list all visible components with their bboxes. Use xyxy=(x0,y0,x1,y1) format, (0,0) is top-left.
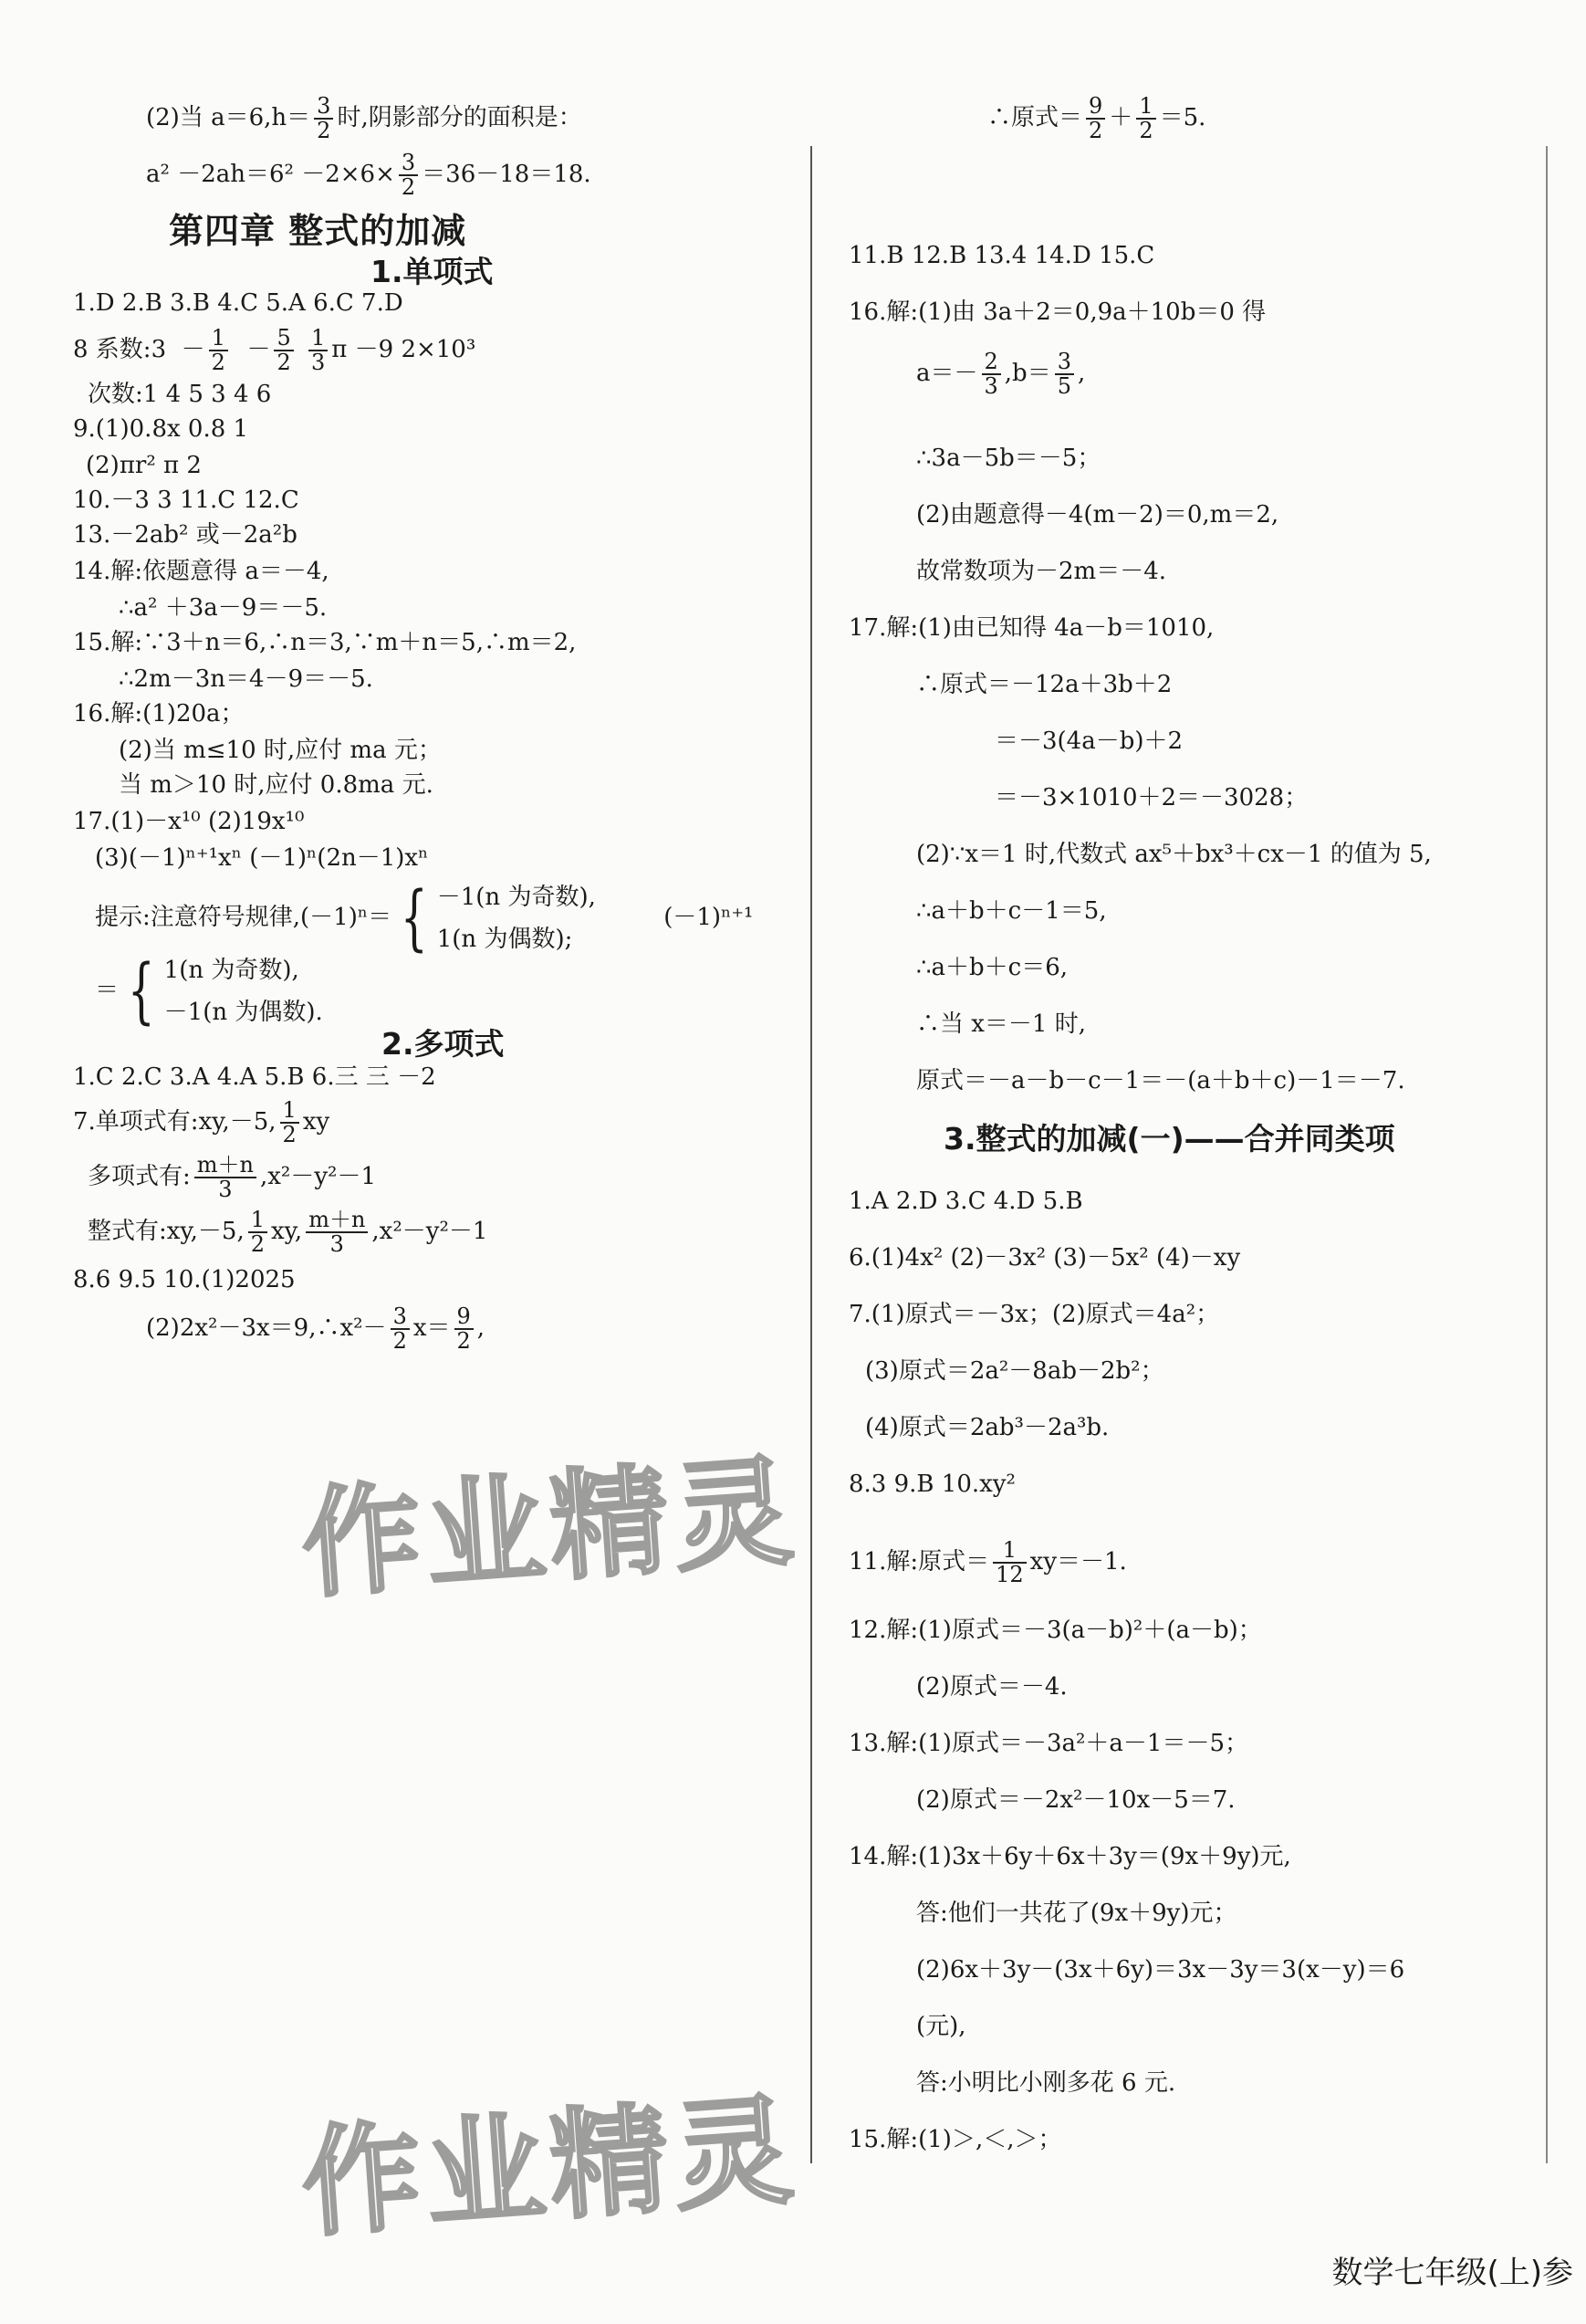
answer-line: 答:小明比小刚多花 6 元. xyxy=(916,2069,1176,2097)
answer-line: ∴a＋b＋c＝6, xyxy=(916,954,1069,981)
line: (2)当 a＝6,h＝ $\frac{3}{2}$ 时,阴影部分的面积是： xyxy=(146,93,582,144)
line: a² －2ah＝6² －2×6× $\frac{3}{2}$ ＝36－18＝18. xyxy=(146,150,591,201)
answer-line: 6.(1)4x² (2)－3x² (3)－5x² (4)－xy xyxy=(849,1244,1241,1272)
answer-line: 1.C 2.C 3.A 4.A 5.B 6.三 三 －2 xyxy=(73,1063,436,1091)
answer-line: ＝－3×1010＋2＝－3028； xyxy=(995,784,1309,811)
answer-line: 14.解:(1)3x＋6y＋6x＋3y＝(9x＋9y)元, xyxy=(849,1843,1291,1870)
answer-line: 17.(1)－x¹⁰ (2)19x¹⁰ xyxy=(73,808,305,835)
section-title: 3.整式的加减(一)——合并同类项 xyxy=(944,1121,1395,1157)
answer-line: (2)2x²－3x＝9,∴x²－ $\frac{3}{2}$ x＝ $\frac{9}{2}$ , xyxy=(146,1303,485,1355)
answer-line: ∴3a－5b＝－5； xyxy=(916,445,1101,472)
answer-line: 提示:注意符号规律,(－1)ⁿ＝ { －1(n 为奇数), 1(n 为偶数); (－1)ⁿ⁺¹ xyxy=(95,877,754,959)
answer-line: 答:他们一共花了(9x＋9y)元； xyxy=(916,1900,1237,1927)
answer-line: ∴当 x＝－1 时, xyxy=(916,1010,1086,1038)
answer-line: (2)原式＝－2x²－10x－5＝7. xyxy=(916,1786,1236,1814)
answer-line: 次数:1 4 5 3 4 6 xyxy=(88,381,272,408)
answer-line: 11.解:原式＝ $\frac{1}{12}$ xy＝－1. xyxy=(849,1537,1127,1588)
answer-line: 12.解:(1)原式＝－3(a－b)²＋(a－b)； xyxy=(849,1617,1262,1644)
answer-line: ∴2m－3n＝4－9＝－5. xyxy=(119,665,373,693)
answer-line: 1.D 2.B 3.B 4.C 5.A 6.C 7.D xyxy=(73,289,403,317)
answer-line: 整式有:xy,－5, $\frac{1}{2}$ xy, $\frac{m+n}{3}$ ,x²－y²－1 xyxy=(88,1207,488,1258)
answer-line: (2)πr² π 2 xyxy=(86,452,202,479)
answer-line: 7.(1)原式＝－3x；(2)原式＝4a²； xyxy=(849,1301,1220,1328)
section-title: 1.单项式 xyxy=(370,254,494,289)
answer-line: (2)6x＋3y－(3x＋6y)＝3x－3y＝3(x－y)＝6 xyxy=(916,1956,1405,1984)
answer-line: 多项式有: $\frac{m+n}{3}$ ,x²－y²－1 xyxy=(88,1152,376,1203)
answer-line: 8 系数:3 － $\frac{1}{2}$ － $\frac{5}{2}$ $\frac{1}{3}$ π －9 2×10³ xyxy=(73,325,476,376)
answer-line: 17.解:(1)由已知得 4a－b＝1010, xyxy=(849,614,1215,642)
answer-line: (3)原式＝2a²－8ab－2b²； xyxy=(865,1357,1164,1385)
answer-line: 8.3 9.B 10.xy² xyxy=(849,1471,1016,1498)
watermark: 作业精灵 xyxy=(297,1441,803,1615)
answer-line: 13.－2ab² 或－2a²b xyxy=(73,521,297,549)
answer-line: (4)原式＝2ab³－2a³b. xyxy=(865,1414,1110,1441)
answer-line: 15.解:∵3＋n＝6,∴n＝3,∵m＋n＝5,∴m＝2, xyxy=(73,629,577,656)
chapter-title: 第四章 整式的加减 xyxy=(169,211,467,251)
answer-line: 13.解:(1)原式＝－3a²＋a－1＝－5； xyxy=(849,1730,1248,1757)
answer-line: 10.－3 3 11.C 12.C xyxy=(73,487,299,514)
watermark: 作业精灵 xyxy=(297,2080,803,2254)
answer-line: 7.单项式有:xy,－5, $\frac{1}{2}$ xy xyxy=(73,1097,330,1148)
answer-line: 原式＝－a－b－c－1＝－(a＋b＋c)－1＝－7. xyxy=(916,1067,1405,1094)
answer-line: (2)由题意得－4(m－2)＝0,m＝2, xyxy=(916,501,1279,529)
answer-line: 11.B 12.B 13.4 14.D 15.C xyxy=(849,242,1155,269)
page-edge xyxy=(1546,146,1548,2163)
answer-line: (3)(－1)ⁿ⁺¹xⁿ (－1)ⁿ(2n－1)xⁿ xyxy=(95,844,429,872)
answer-line: ＝－3(4a－b)＋2 xyxy=(995,728,1184,755)
answer-line: (2)当 m≤10 时,应付 ma 元； xyxy=(119,737,442,764)
column-divider xyxy=(810,146,812,2163)
answer-line: (2)原式＝－4. xyxy=(916,1673,1068,1701)
page-footer: 数学七年级(上)参 xyxy=(1331,2255,1573,2291)
answer-line: (2)∵x＝1 时,代数式 ax⁵＋bx³＋cx－1 的值为 5, xyxy=(916,841,1432,868)
section-title: 2.多项式 xyxy=(381,1026,505,1062)
answer-line: 故常数项为－2m＝－4. xyxy=(916,558,1167,585)
answer-line: ∴a＋b＋c－1＝5, xyxy=(916,897,1107,925)
answer-line: 当 m＞10 时,应付 0.8ma 元. xyxy=(119,771,433,799)
answer-line: 16.解:(1)由 3a＋2＝0,9a＋10b＝0 得 xyxy=(849,298,1267,326)
answer-line: 8.6 9.5 10.(1)2025 xyxy=(73,1266,296,1293)
answer-line: a＝－ $\frac{2}{3}$ ,b＝ $\frac{3}{5}$ , xyxy=(916,349,1086,400)
answer-line: ∴原式＝ $\frac{9}{2}$ ＋ $\frac{1}{2}$ ＝5. xyxy=(987,93,1206,144)
answer-line: ＝ { 1(n 为奇数), －1(n 为偶数). xyxy=(95,950,323,1032)
answer-line: 15.解:(1)＞,＜,＞； xyxy=(849,2126,1062,2153)
answer-line: 1.A 2.D 3.C 4.D 5.B xyxy=(849,1188,1083,1215)
answer-line: (元), xyxy=(916,2013,966,2040)
answer-line: 16.解:(1)20a； xyxy=(73,700,245,728)
answer-line: ∴a² ＋3a－9＝－5. xyxy=(119,594,328,622)
answer-line: 9.(1)0.8x 0.8 1 xyxy=(73,415,249,443)
answer-line: ∴原式＝－12a＋3b＋2 xyxy=(916,671,1173,698)
answer-line: 14.解:依题意得 a＝－4, xyxy=(73,558,329,585)
